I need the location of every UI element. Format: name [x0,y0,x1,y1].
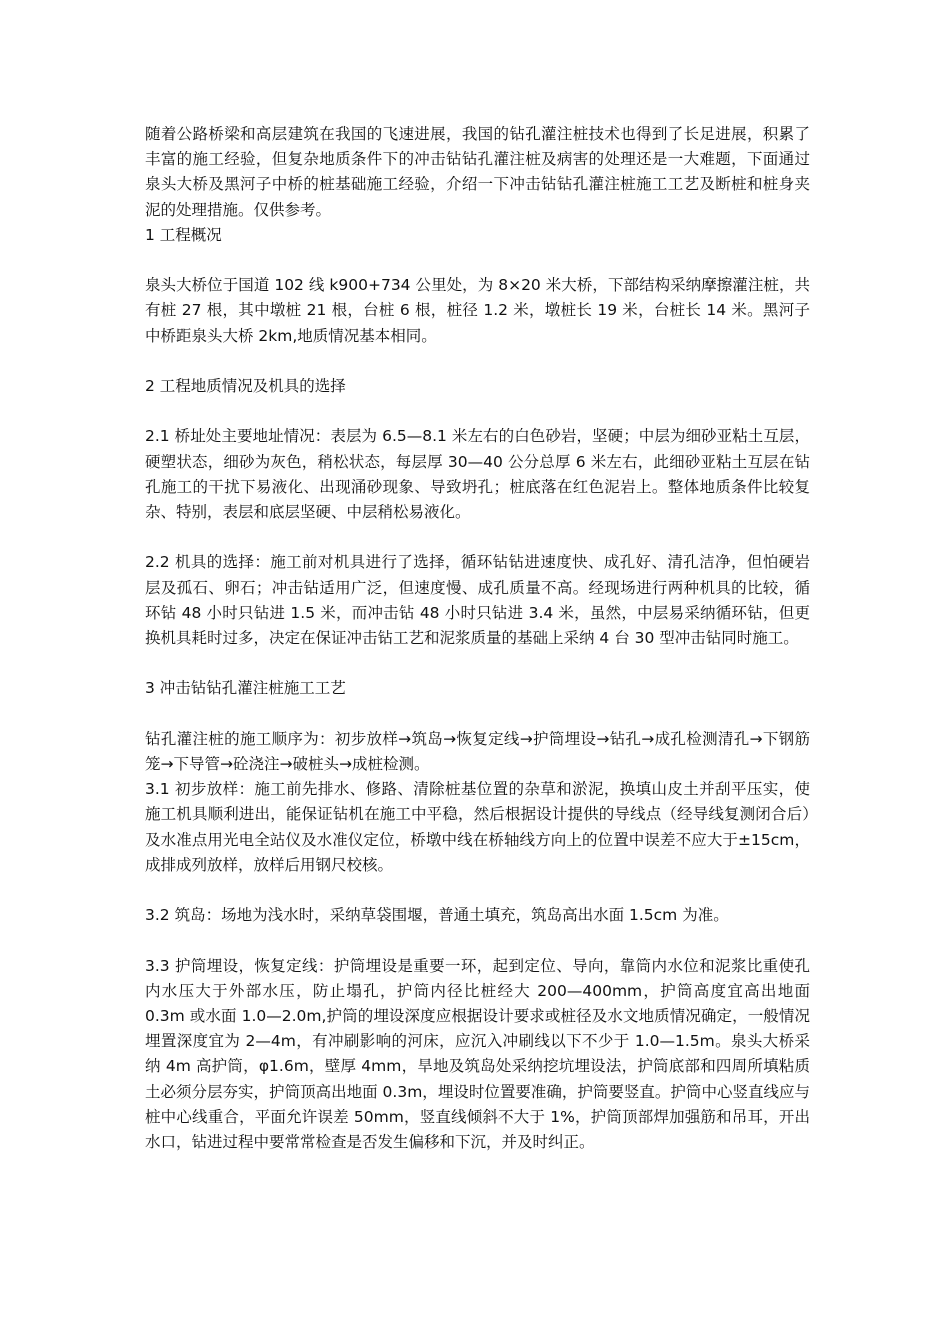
section-2-heading: 2 工程地质情况及机具的选择 [145,377,346,395]
section-3-3-paragraph: 3.3 护筒埋设，恢复定线：护筒埋设是重要一环，起到定位、导向，靠筒内水位和泥浆比重使孔内水压大于外部水压，防止塌孔，护筒内径比桩经大 200—400mm，护筒高度宜高出地面 0.3m 或水面 1.0—2.0m,护筒的埋设深度应根据设计要求或桩径及水文地质情况确定，一般情况埋置深度宜为 2—4m，有冲刷影响的河床，应沉入冲刷线以下不少于 1.0—1.5m。泉头大桥采纳 4m 高护筒，φ1.6m，壁厚 4mm，旱地及筑岛处采纳挖坑埋设法，护筒底部和四周所填粘质土必须分层夯实，护筒顶高出地面 0.3m，埋设时位置要准确，护筒要竖直。护筒中心竖直线应与桩中心线重合，平面允许误差 50mm，竖直线倾斜不大于 1%，护筒顶部焊加强筋和吊耳，开出水口，钻进过程中要常常检查是否发生偏移和下沉，并及时纠正。 [145,956,810,1151]
section-3-2-paragraph: 3.2 筑岛：场地为浅水时，采纳草袋围堰，普通土填充，筑岛高出水面 1.5cm 为准。 [145,906,729,925]
spacer [145,248,810,273]
section-2-1-paragraph: 2.1 桥址处主要地址情况：表层为 6.5—8.1 米左右的白色砂岩，坚硬；中层为细砂亚粘土互层，硬塑状态，细砂为灰色，稍松状态，每层厚 30—40 公分总厚 6 米左右，此细砂亚粘土互层在钻孔施工的干扰下易液化、出现涌砂现象、导致坍孔；桩底落在红色泥岩上。整体地质条件比较复杂、特别，表层和底层坚硬、中层稍松易液化。 [145,427,810,521]
section-1-heading: 1 工程概况 [145,225,222,244]
spacer [145,928,810,953]
section-3-heading: 3 冲击钻钻孔灌注桩施工工艺 [145,679,346,698]
section-2-2-paragraph: 2.2 机具的选择：施工前对机具进行了选择，循环钻钻进速度快、成孔好、清孔洁净，但怕硬岩层及孤石、卵石；冲击钻适用广泛，但速度慢、成孔质量不高。经现场进行两种机具的比较，循环钻 48 小时只钻进 1.5 米，而冲击钻 48 小时只钻进 3.4 米，虽然，中层易采纳循环钻，但更换机具耗时过多，决定在保证冲击钻工艺和泥浆质量的基础上采纳 4 台 30 型冲击钻同时施工。 [145,553,810,647]
spacer [145,399,810,424]
spacer [145,525,810,550]
section-1-paragraph: 泉头大桥位于国道 102 线 k900+734 公里处，为 8×20 米大桥，下部结构采纳摩擦灌注桩，共有桩 27 根，其中墩桩 21 根，台桩 6 根，桩径 1.2 米，墩桩长 19 米，台桩长 14 米。黑河子中桥距泉头大桥 2km,地质情况基本相同。 [145,276,810,345]
document-body [145,122,810,1155]
intro-paragraph: 随着公路桥梁和高层建筑在我国的飞速进展，我国的钻孔灌注桩技术也得到了长足进展，积累了丰富的施工经验，但复杂地质条件下的冲击钻钻孔灌注桩及病害的处理还是一大难题，下面通过泉头大桥及黑河子中桥的桩基础施工经验，介绍一下冲击钻钻孔灌注桩施工工艺及断桩和桩身夹泥的处理措施。仅供参考。 [145,125,810,219]
spacer [145,349,810,374]
section-3-paragraph: 钻孔灌注桩的施工顺序为：初步放样→筑岛→恢复定线→护筒埋设→钻孔→成孔检测清孔→下钢筋笼→下导管→砼浇注→破桩头→成桩检测。 [145,729,810,773]
section-3-1-paragraph: 3.1 初步放样：施工前先排水、修路、清除桩基位置的杂草和淤泥，换填山皮土并刮平压实，使施工机具顺利进出，能保证钻机在施工中平稳，然后根据设计提供的导线点（经导线复测闭合后）及水准点用光电全站仪及水准仪定位，桥墩中线在桥轴线方向上的位置中误差不应大于±15cm，成排成列放样，放样后用钢尺校核。 [145,780,810,874]
spacer [145,702,810,727]
spacer [145,878,810,903]
spacer [145,651,810,676]
